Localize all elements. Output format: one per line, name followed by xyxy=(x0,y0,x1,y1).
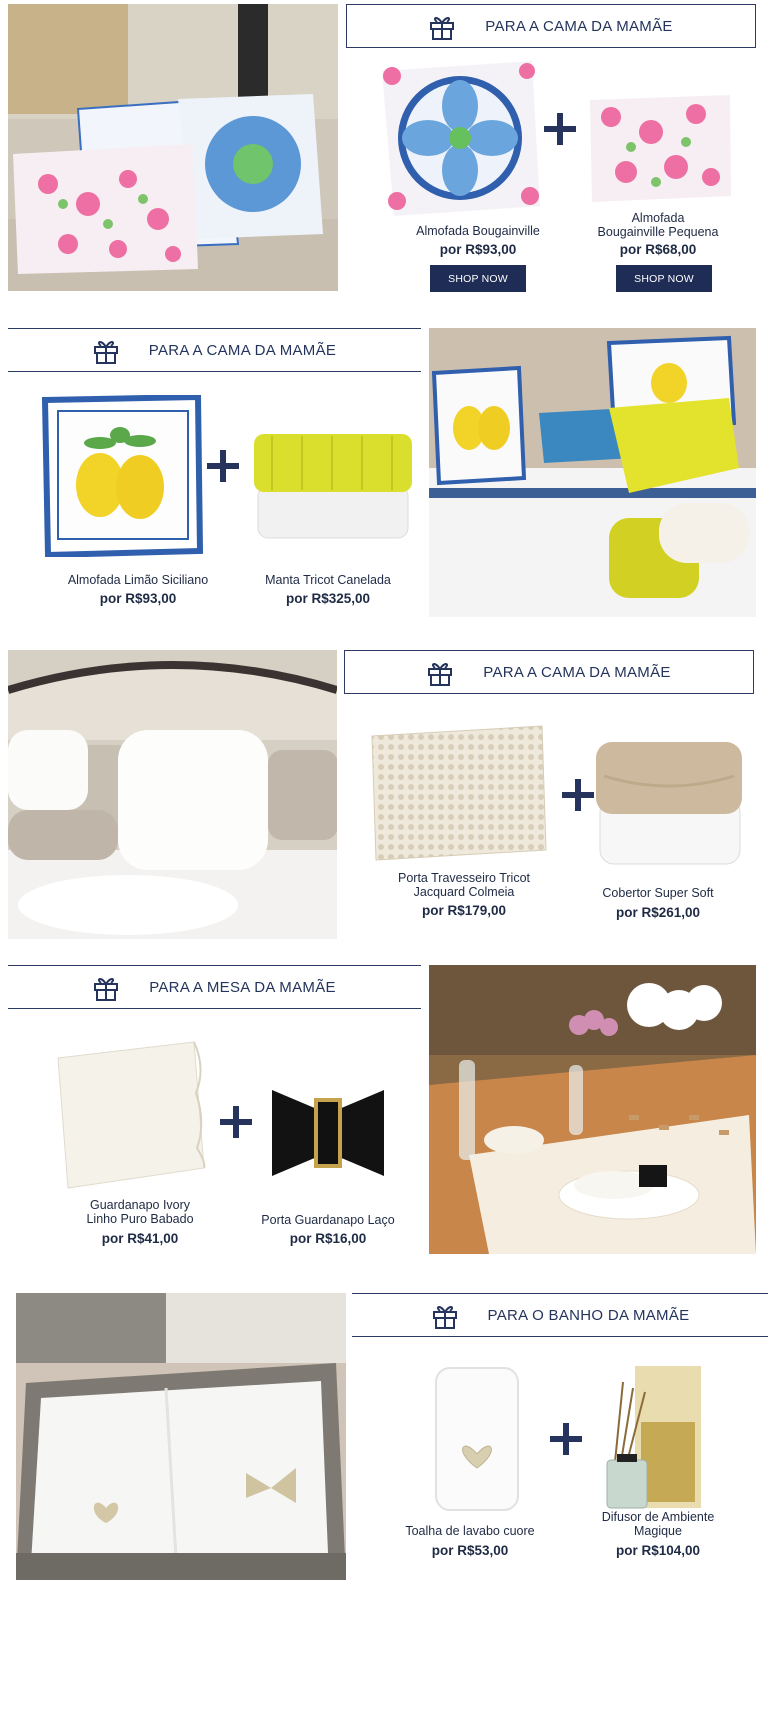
product-name[interactable]: Porta Travesseiro Tricot Jacquard Colmeia xyxy=(398,871,530,899)
gift-icon xyxy=(93,973,119,1001)
banner-title: PARA A CAMA DA MAMÃE xyxy=(148,341,337,359)
table-setting-photo xyxy=(429,965,756,1254)
product-price: por R$41,00 xyxy=(101,1231,179,1246)
plus-icon xyxy=(220,1106,252,1138)
banner-title: PARA A CAMA DA MAMÃE xyxy=(485,17,673,35)
bed-lemon-pillows-photo xyxy=(429,328,756,617)
gift-icon xyxy=(429,12,455,40)
gift-icon xyxy=(93,336,119,364)
product-name[interactable]: Difusor de Ambiente Magique xyxy=(601,1510,715,1538)
product-name[interactable]: Manta Tricot Canelada xyxy=(265,573,391,587)
banner-title: PARA O BANHO DA MAMÃE xyxy=(487,1306,690,1324)
product-image-porta-travesseiro-colmeia[interactable] xyxy=(366,722,550,865)
section-banner xyxy=(8,328,421,372)
section-banner xyxy=(346,4,756,48)
section-banner xyxy=(344,650,754,694)
hero-photo-pillows-sofa xyxy=(8,4,338,291)
banner-title: PARA A MESA DA MAMÃE xyxy=(149,978,336,996)
plus-icon xyxy=(550,1423,582,1455)
product-name[interactable]: Almofada Limão Siciliano xyxy=(67,573,209,587)
bed-white-pillows-photo xyxy=(8,650,337,939)
product-image-almofada-limao-siciliano[interactable] xyxy=(40,395,205,557)
product-image-almofada-bougainville[interactable] xyxy=(372,56,547,221)
product-name[interactable]: Toalha de lavabo cuore xyxy=(405,1524,535,1538)
product-name[interactable]: Cobertor Super Soft xyxy=(602,886,714,900)
tray-towels-photo xyxy=(16,1293,346,1580)
product-image-toalha-de-lavabo-cuore[interactable] xyxy=(432,1364,522,1514)
product-price: por R$261,00 xyxy=(615,905,701,920)
gift-icon xyxy=(427,658,453,686)
product-name[interactable]: Almofada Bougainville Pequena xyxy=(597,211,719,239)
product-price: por R$104,00 xyxy=(615,1543,701,1558)
product-name[interactable]: Almofada Bougainville xyxy=(416,224,540,238)
shop-now-button[interactable]: SHOP NOW xyxy=(616,265,712,292)
product-price: por R$68,00 xyxy=(619,242,697,257)
product-image-cobertor-super-soft[interactable] xyxy=(594,736,744,871)
product-price: por R$53,00 xyxy=(431,1543,509,1558)
section-banner xyxy=(352,1293,768,1337)
product-price: por R$16,00 xyxy=(289,1231,367,1246)
shop-now-button[interactable]: SHOP NOW xyxy=(430,265,526,292)
product-price: por R$179,00 xyxy=(421,903,507,918)
product-name[interactable]: Porta Guardanapo Laço xyxy=(261,1213,395,1227)
product-price: por R$93,00 xyxy=(99,591,177,606)
product-image-difusor-de-ambiente-magique[interactable] xyxy=(605,1362,705,1512)
product-name[interactable]: Guardanapo Ivory Linho Puro Babado xyxy=(86,1198,194,1226)
section-banner xyxy=(8,965,421,1009)
plus-icon xyxy=(207,450,239,482)
product-price: por R$325,00 xyxy=(285,591,371,606)
product-image-manta-tricot-canelada[interactable] xyxy=(252,428,414,546)
product-image-almofada-bougainville-pequena[interactable] xyxy=(586,92,734,204)
plus-icon xyxy=(544,113,576,145)
banner-title: PARA A CAMA DA MAMÃE xyxy=(483,663,671,681)
product-image-guardanapo-ivory[interactable] xyxy=(54,1038,209,1190)
plus-icon xyxy=(562,779,594,811)
gift-icon xyxy=(432,1301,458,1329)
product-image-porta-guardanapo-laco[interactable] xyxy=(268,1082,388,1182)
product-price: por R$93,00 xyxy=(439,242,517,257)
